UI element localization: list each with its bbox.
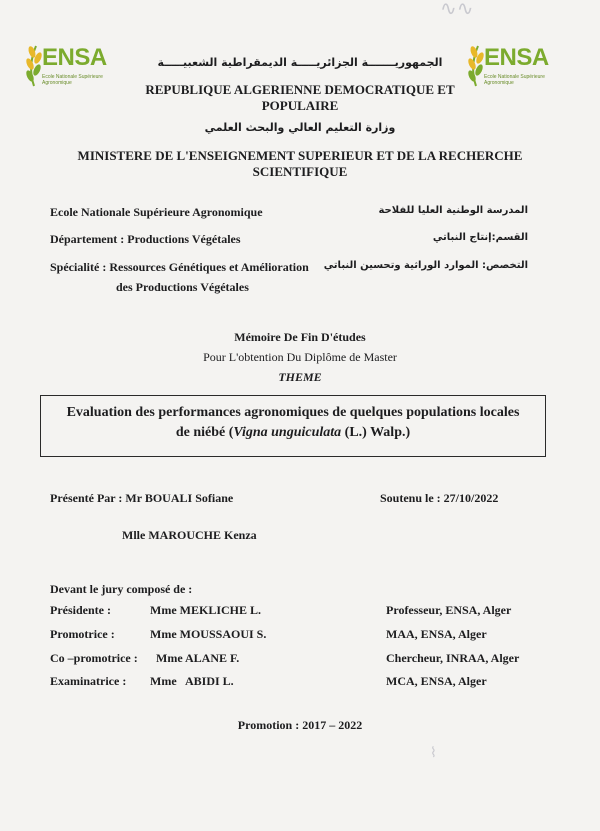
department-french: Département : Productions Végétales [50, 232, 241, 246]
jury-name: Mme MEKLICHE L. [150, 603, 261, 617]
theme-title-line1: Evaluation des performances agronomiques de quelques populations locales [66, 405, 520, 420]
specialty-french-line2: des Productions Végétales [116, 280, 249, 294]
promotion: Promotion : 2017 – 2022 [237, 718, 363, 732]
theme-title-suffix: (L.) Walp.) [341, 425, 411, 440]
theme-title-prefix: de niébé ( [175, 425, 234, 440]
school-arabic: المدرسة الوطنية العليا للفلاحة [378, 205, 528, 216]
jury-name: Mme MOUSSAOUI S. [150, 627, 267, 641]
jury-role: Co –promotrice : [50, 651, 138, 665]
jury-affiliation: MAA, ENSA, Alger [386, 627, 487, 641]
logo-text: ENSA [42, 44, 107, 71]
pen-scribble-icon: ∿∿ [440, 0, 474, 20]
presented-by: Présenté Par : Mr BOUALI Sofiane [50, 491, 234, 505]
jury-role: Promotrice : [50, 627, 115, 641]
theme-title-line2 [40, 425, 546, 441]
jury-affiliation: Professeur, ENSA, Alger [386, 603, 512, 617]
memoire-subtitle: Pour L'obtention Du Diplôme de Master [203, 350, 397, 364]
school-french: Ecole Nationale Supérieure Agronomique [50, 205, 263, 219]
specialty-french-line1: Spécialité : Ressources Génétiques et Amélioration [50, 260, 309, 274]
theme-label: THEME [278, 370, 322, 384]
species-name: Vigna unguiculata [233, 425, 342, 440]
department-arabic: القسم:إنتاج النباتي [432, 232, 528, 243]
ministry-arabic: وزارة التعليم العالي والبحث العلمي [204, 121, 396, 134]
defense-date: Soutenu le : 27/10/2022 [380, 491, 499, 505]
logo-subtitle: Ecole Nationale Supérieure Agronomique [42, 74, 103, 86]
jury-affiliation: MCA, ENSA, Alger [386, 674, 487, 688]
second-author: Mlle MAROUCHE Kenza [122, 528, 257, 542]
jury-affiliation: Chercheur, INRAA, Alger [386, 651, 520, 665]
republic-french-line1: REPUBLIQUE ALGERIENNE DEMOCRATIQUE ET [145, 82, 455, 97]
jury-role: Examinatrice : [50, 674, 127, 688]
republic-french-line2: POPULAIRE [261, 98, 339, 113]
ministry-french-line2: SCIENTIFIQUE [252, 164, 348, 179]
jury-name: Mme ALANE F. [156, 651, 240, 665]
specialty-arabic: التخصص: الموارد الوراثية وتحسين النباتي [323, 260, 528, 271]
logo-subtitle: Ecole Nationale Supérieure Agronomique [484, 74, 545, 86]
jury-name: Mme ABIDI L. [150, 674, 234, 688]
memoire-title: Mémoire De Fin D'études [234, 330, 366, 344]
ministry-french-line1: MINISTERE DE L'ENSEIGNEMENT SUPERIEUR ET DE LA RECHERCHE [77, 148, 523, 163]
jury-role: Présidente : [50, 603, 111, 617]
logo-text: ENSA [484, 44, 549, 71]
jury-intro: Devant le jury composé de : [50, 582, 193, 596]
republic-arabic: الجمهوريـــــــة الجزائريـــــة الديمقراطية الشعبيـــــة [157, 56, 443, 69]
pen-mark-icon: ⌇ [430, 745, 437, 761]
